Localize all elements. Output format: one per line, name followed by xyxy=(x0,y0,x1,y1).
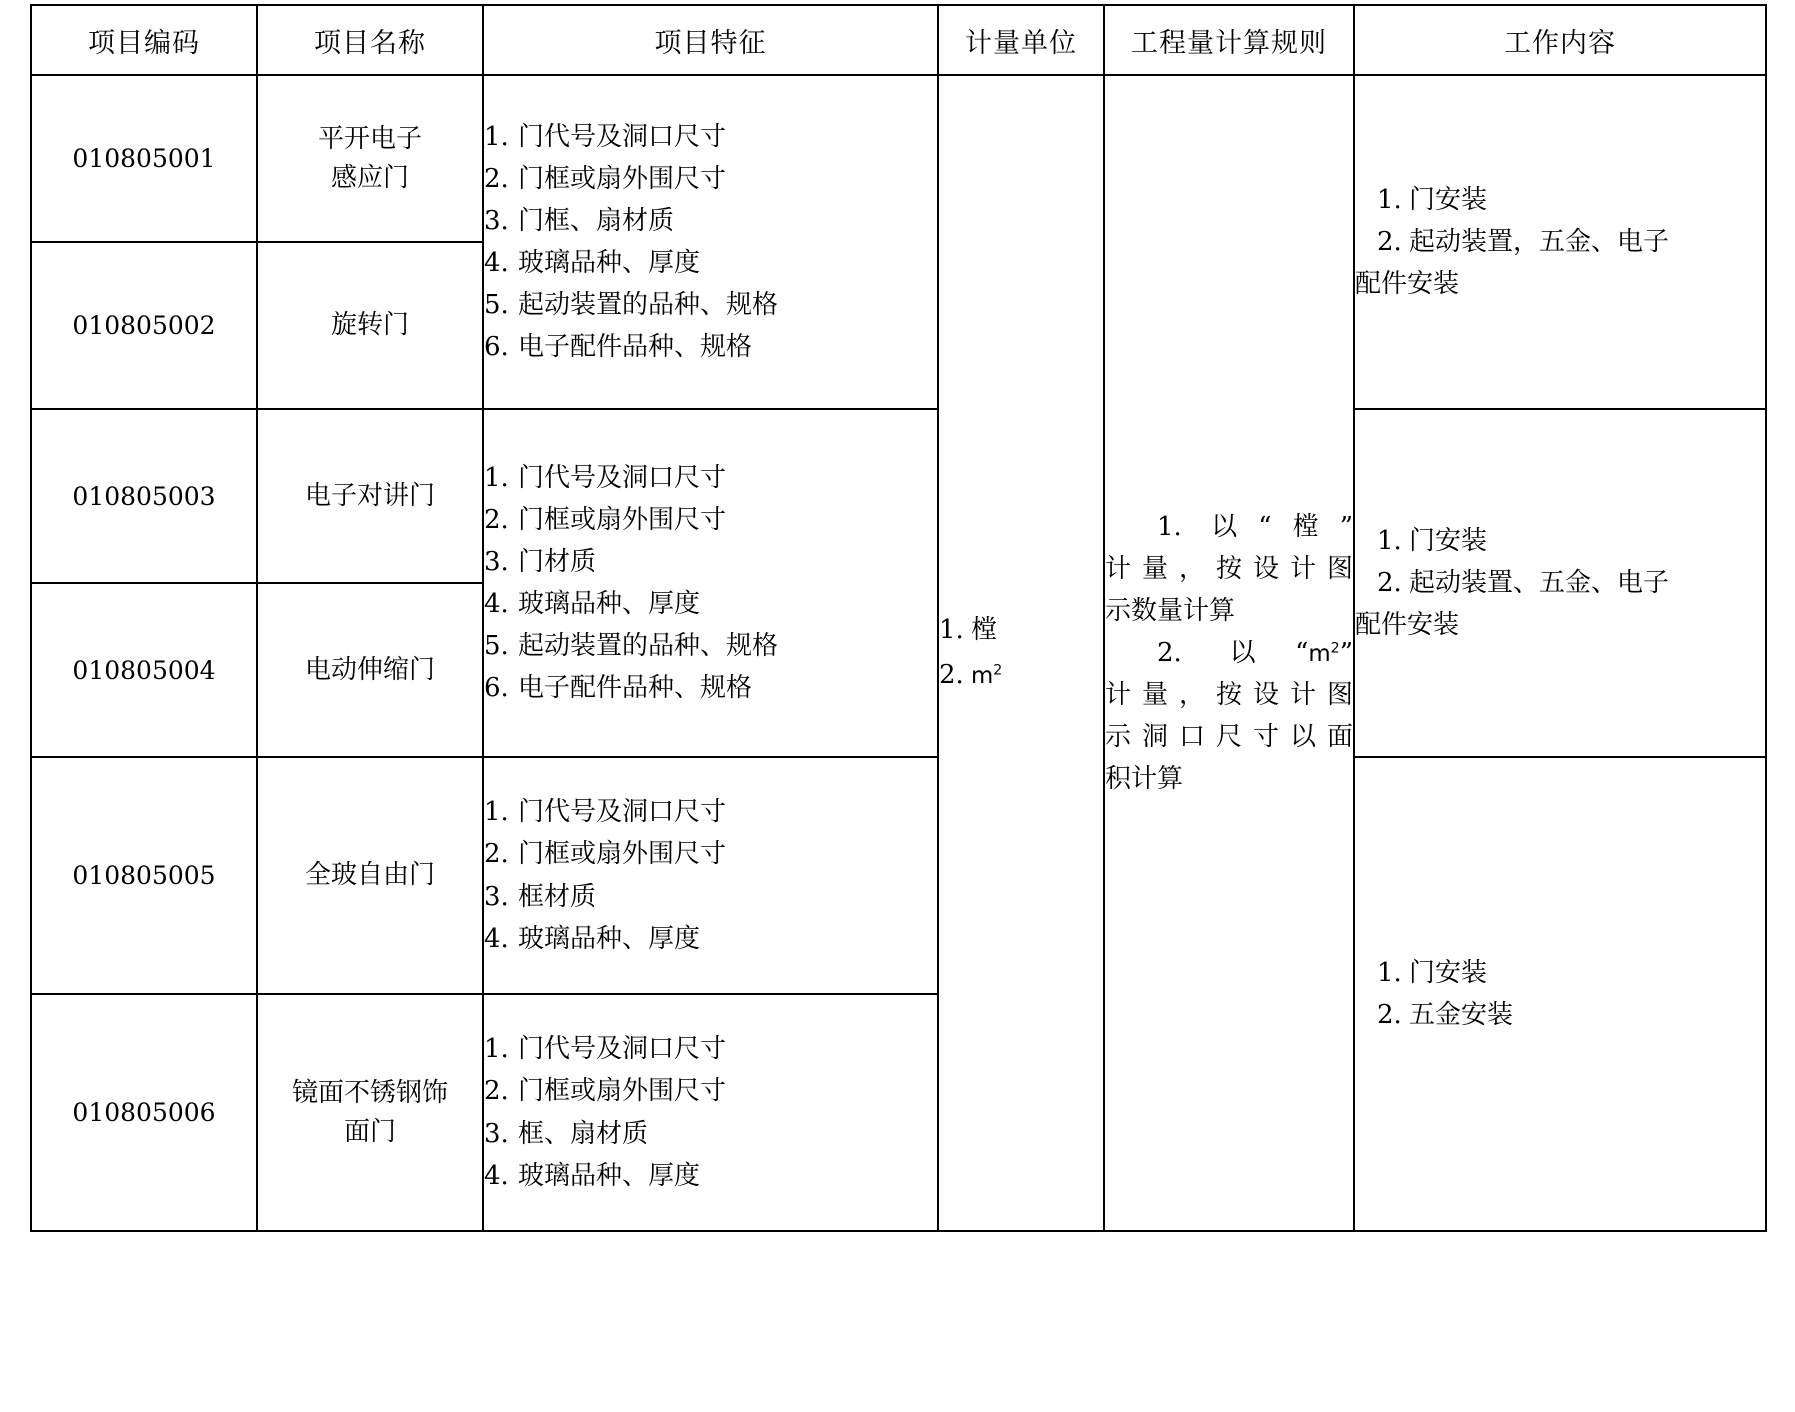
table-row xyxy=(31,75,1766,242)
rule-line: 2. 以“$m^2$” xyxy=(1157,637,1353,668)
cell-code-2: 010805002 xyxy=(31,242,257,409)
header-item-features: 项目特征 xyxy=(483,5,938,75)
work-line: 1. 门安装 xyxy=(1377,957,1488,988)
rule-line: 示数量计算 xyxy=(1105,595,1236,626)
header-item-code: 项目编码 xyxy=(31,5,257,75)
unit-item: 2. $m^2$ xyxy=(939,660,1003,690)
cell-code-1: 010805001 xyxy=(31,75,257,242)
cell-features-group1 xyxy=(483,75,938,409)
header-calc-rule: 工程量计算规则 xyxy=(1104,5,1354,75)
cell-code-5: 010805005 xyxy=(31,757,257,994)
work-line: 配件安装 xyxy=(1355,269,1460,300)
cell-work-content-1 xyxy=(1354,75,1766,409)
cell-features-group4 xyxy=(483,994,938,1231)
table-header-row xyxy=(31,5,1766,75)
header-unit: 计量单位 xyxy=(938,5,1104,75)
cell-name-6: 镜面不锈钢饰 面门 xyxy=(257,994,483,1231)
cell-work-content-2 xyxy=(1354,409,1766,757)
rule-line: 积计算 xyxy=(1105,764,1184,795)
work-line: 2. 起动装置、五金、电子 xyxy=(1377,567,1670,598)
cell-features-group2 xyxy=(483,409,938,757)
feature-item: 4. 玻璃品种、厚度 xyxy=(484,923,701,954)
header-item-name: 项目名称 xyxy=(257,5,483,75)
rule-line: 计量，按设计图 xyxy=(1105,553,1353,584)
feature-item: 4. 玻璃品种、厚度 xyxy=(484,248,701,278)
cell-features-group3 xyxy=(483,757,938,994)
table-row xyxy=(31,409,1766,583)
feature-item: 4. 玻璃品种、厚度 xyxy=(484,1160,701,1191)
feature-item: 1. 门代号及洞口尺寸 xyxy=(484,1034,727,1065)
unit-item: 1. 樘 xyxy=(939,614,998,645)
cell-name-4: 电动伸缩门 xyxy=(257,583,483,757)
work-line: 配件安装 xyxy=(1355,610,1460,641)
cell-work-content-3 xyxy=(1354,757,1766,1231)
work-line: 2. 起动装置，五金、电子 xyxy=(1377,226,1670,257)
feature-item: 3. 门框、扇材质 xyxy=(484,205,675,236)
cell-name-1: 平开电子 感应门 xyxy=(257,75,483,242)
feature-item: 1. 门代号及洞口尺寸 xyxy=(484,462,727,493)
cell-code-3: 010805003 xyxy=(31,409,257,583)
cell-name-2: 旋转门 xyxy=(257,242,483,409)
rule-line: 计量，按设计图 xyxy=(1105,680,1353,711)
cell-name-5: 全玻自由门 xyxy=(257,757,483,994)
header-work-content: 工作内容 xyxy=(1354,5,1766,75)
feature-item: 2. 门框或扇外围尺寸 xyxy=(484,504,727,535)
feature-item: 5. 起动装置的品种、规格 xyxy=(484,631,779,662)
quantity-spec-table xyxy=(30,4,1767,1232)
cell-name-3: 电子对讲门 xyxy=(257,409,483,583)
feature-item: 1. 门代号及洞口尺寸 xyxy=(484,121,727,152)
feature-item: 4. 玻璃品种、厚度 xyxy=(484,589,701,619)
feature-item: 2. 门框或扇外围尺寸 xyxy=(484,839,727,870)
work-line: 1. 门安装 xyxy=(1377,184,1488,215)
cell-unit xyxy=(938,75,1104,1231)
feature-item: 6. 电子配件品种、规格 xyxy=(484,673,753,704)
feature-item: 1. 门代号及洞口尺寸 xyxy=(484,797,727,828)
feature-item: 2. 门框或扇外围尺寸 xyxy=(484,1076,727,1107)
cell-calc-rule xyxy=(1104,75,1354,1231)
table-row xyxy=(31,757,1766,994)
feature-item: 2. 门框或扇外围尺寸 xyxy=(484,163,727,194)
feature-item: 6. 电子配件品种、规格 xyxy=(484,332,753,363)
work-line: 1. 门安装 xyxy=(1377,525,1488,556)
rule-line: 1. 以“樘” xyxy=(1157,511,1353,542)
work-line: 2. 五金安装 xyxy=(1377,1000,1514,1030)
cell-code-6: 010805006 xyxy=(31,994,257,1231)
rule-line: 示洞口尺寸以面 xyxy=(1105,722,1353,753)
feature-item: 3. 框材质 xyxy=(484,881,597,912)
feature-item: 3. 门材质 xyxy=(484,546,597,577)
feature-item: 3. 框、扇材质 xyxy=(484,1118,649,1149)
feature-item: 5. 起动装置的品种、规格 xyxy=(484,290,779,321)
cell-code-4: 010805004 xyxy=(31,583,257,757)
